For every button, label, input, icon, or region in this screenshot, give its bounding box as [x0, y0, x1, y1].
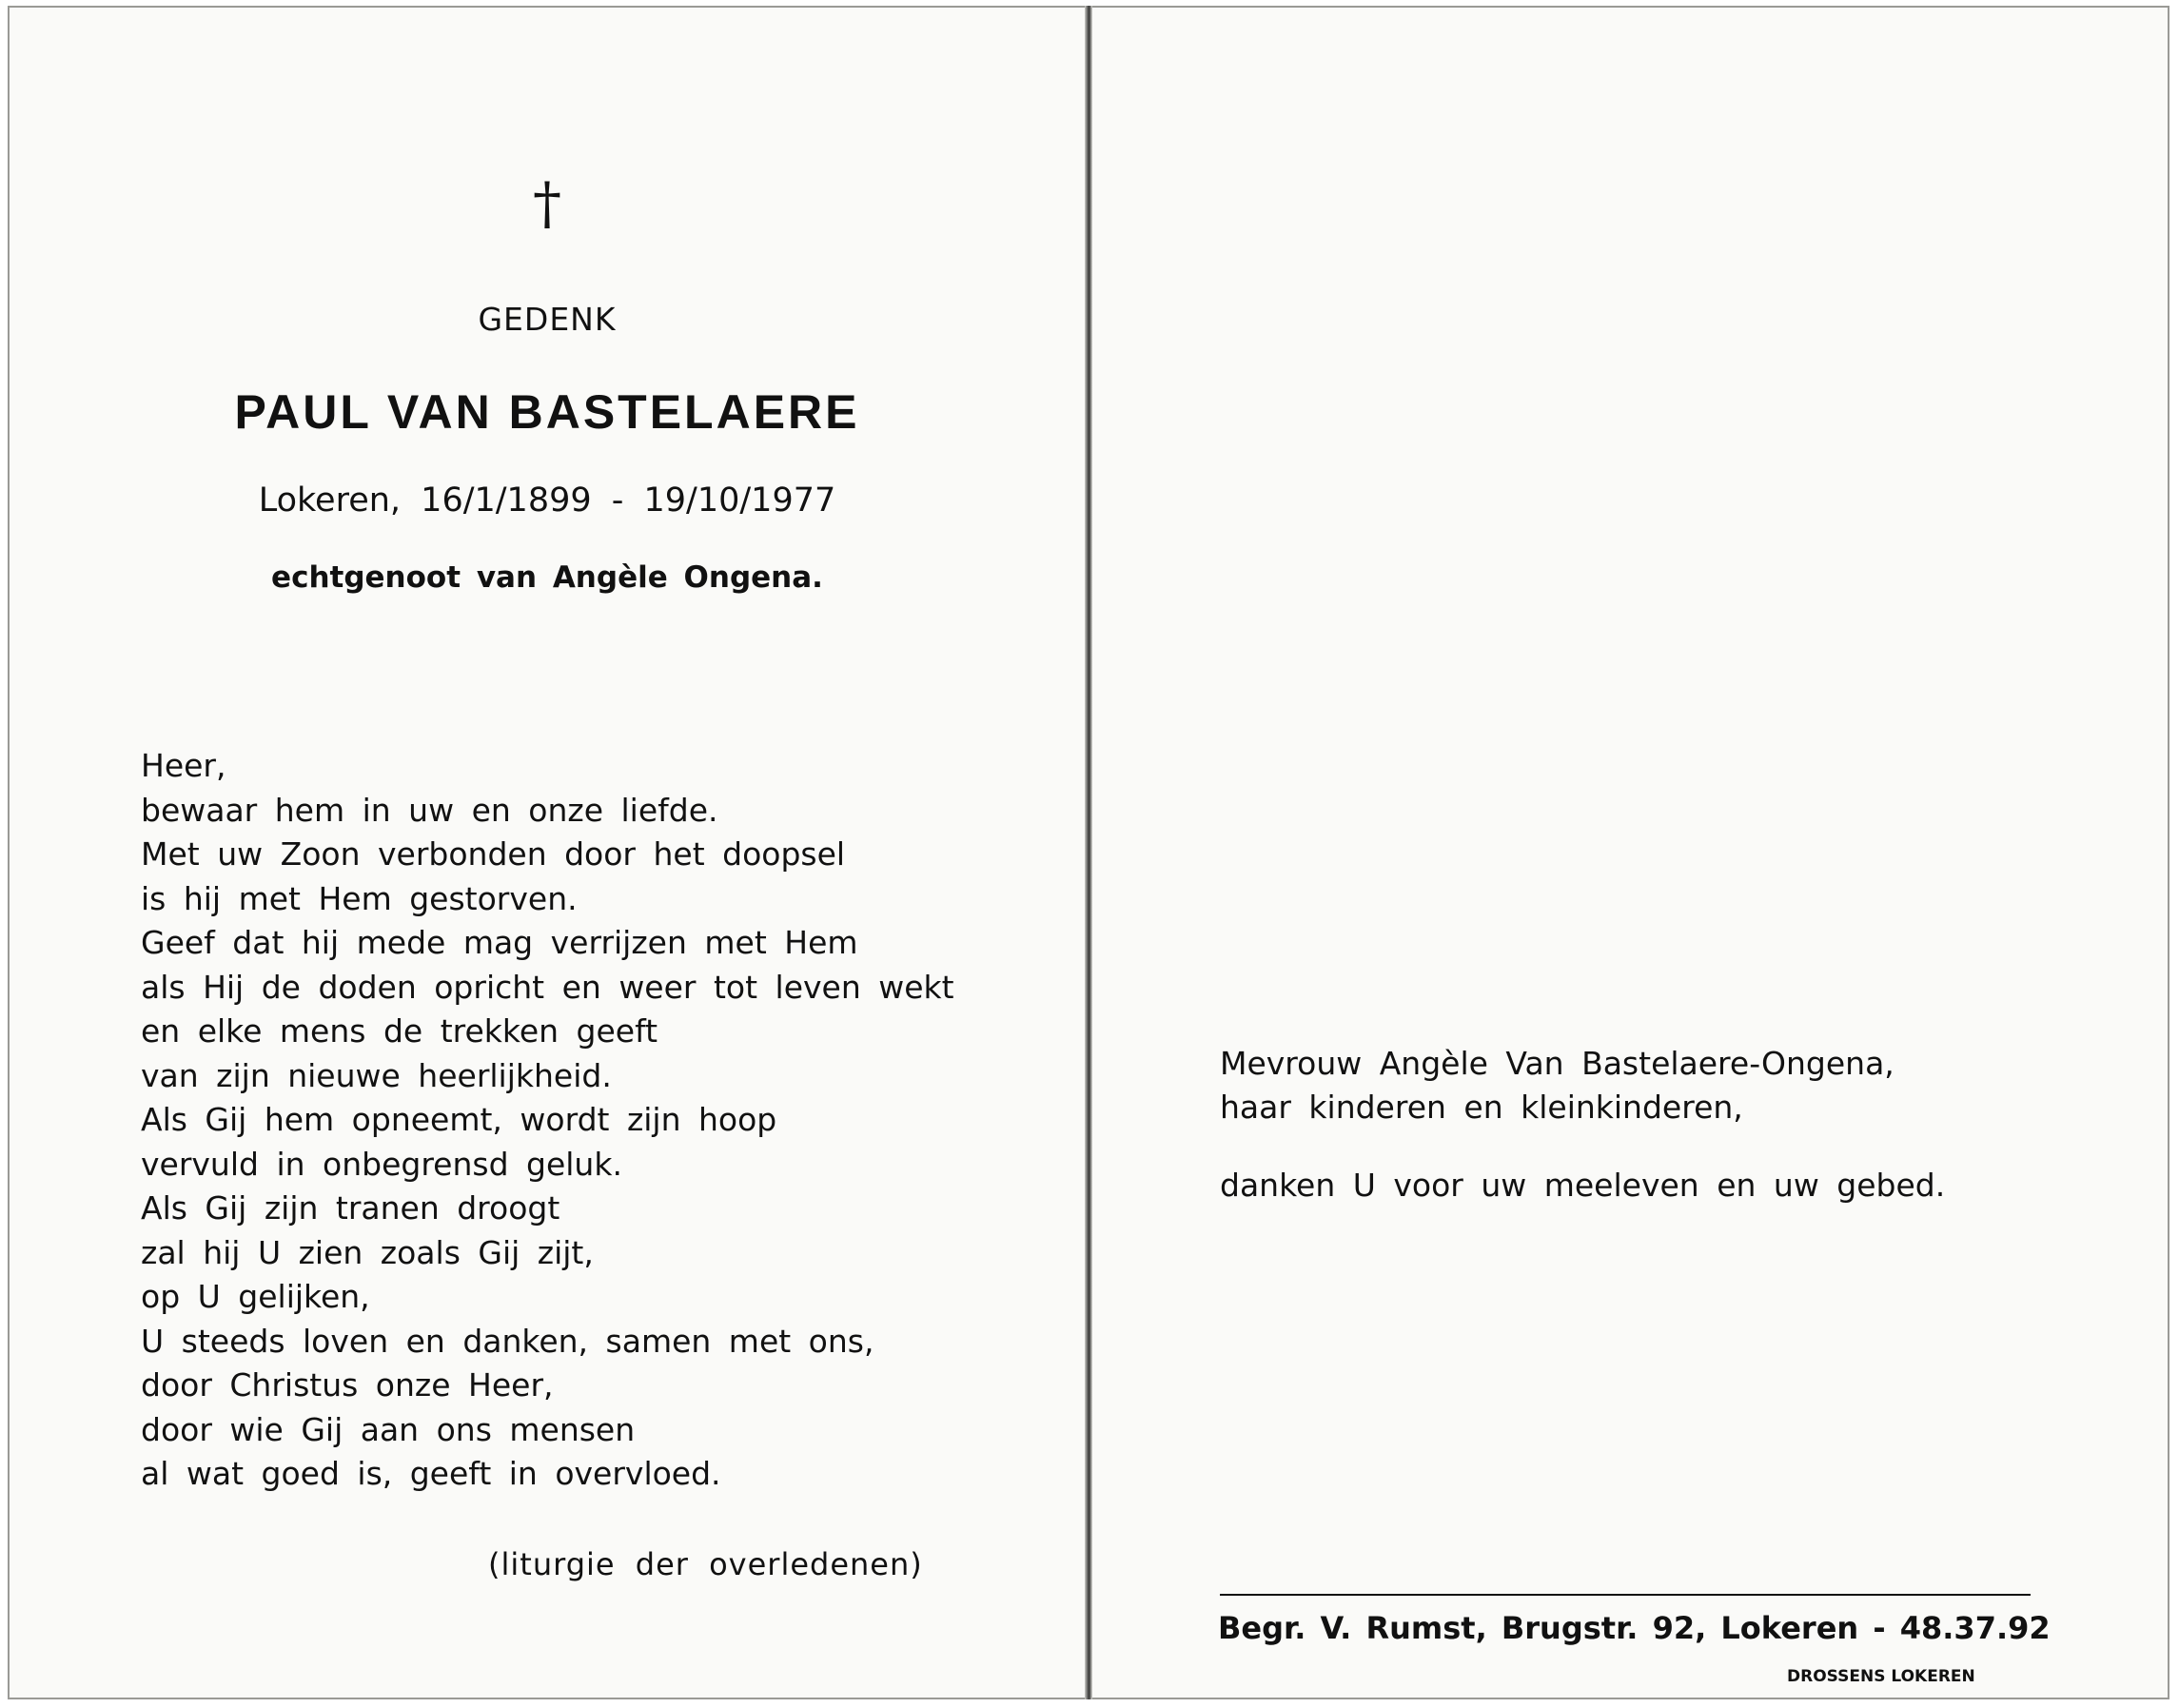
prayer-line: Geef dat hij mede mag verrijzen met Hem — [141, 924, 858, 961]
thanks-line: Mevrouw Angèle Van Bastelaere-Ongena, — [1220, 1045, 1894, 1082]
spouse-line: echtgenoot van Angèle Ongena. — [271, 560, 823, 595]
thanks-line: danken U voor uw meeleven en uw gebed. — [1220, 1167, 1946, 1204]
prayer-line: is hij met Hem gestorven. — [141, 879, 578, 917]
divider-line — [1220, 1594, 2031, 1596]
prayer-text — [141, 744, 954, 1497]
prayer-line: Heer, — [141, 747, 226, 784]
prayer-line: vervuld in onbegrensd geluk. — [141, 1145, 622, 1183]
prayer-line: door Christus onze Heer, — [141, 1366, 554, 1404]
prayer-line: Met uw Zoon verbonden door het doopsel — [141, 835, 846, 873]
undertaker-line: Begr. V. Rumst, Brugstr. 92, Lokeren - 48.37.92 — [1218, 1610, 2051, 1646]
prayer-line: Als Gij zijn tranen droogt — [141, 1189, 560, 1227]
thanks-line: haar kinderen en kleinkinderen, — [1220, 1089, 1743, 1126]
prayer-line: op U gelijken, — [141, 1278, 370, 1315]
prayer-line: zal hij U zien zoals Gij zijt, — [141, 1233, 594, 1271]
cross-symbol: † — [533, 170, 561, 237]
prayer-source: (liturgie der overledenen) — [488, 1546, 923, 1582]
left-panel — [10, 6, 1085, 1699]
prayer-line: U steeds loven en danken, samen met ons, — [141, 1322, 874, 1360]
printer-imprint: DROSSENS LOKEREN — [1787, 1667, 1975, 1686]
prayer-line: en elke mens de trekken geeft — [141, 1012, 658, 1050]
prayer-line: als Hij de doden opricht en weer tot leven wekt — [141, 968, 954, 1006]
prayer-line: door wie Gij aan ons mensen — [141, 1410, 636, 1448]
deceased-name: PAUL VAN BASTELAERE — [234, 385, 860, 439]
card-fold-divider — [1085, 6, 1092, 1699]
heading: GEDENK — [478, 301, 617, 338]
thank-you-note — [1220, 1042, 1945, 1207]
prayer-line: al wat goed is, geeft in overvloed. — [141, 1455, 721, 1492]
prayer-line: bewaar hem in uw en onze liefde. — [141, 791, 718, 829]
prayer-line: Als Gij hem opneemt, wordt zijn hoop — [141, 1101, 777, 1138]
place-and-dates: Lokeren, 16/1/1899 - 19/10/1977 — [258, 481, 836, 520]
prayer-line: van zijn nieuwe heerlijkheid. — [141, 1056, 612, 1094]
